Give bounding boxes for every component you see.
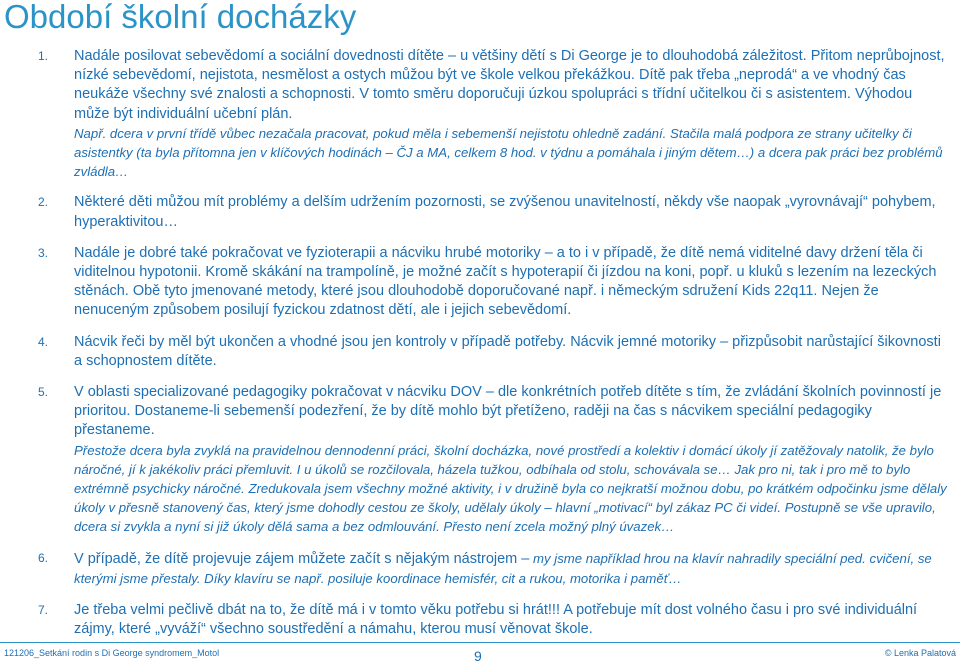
item-example: Např. dcera v první třídě vůbec nezačala pracovat, pokud měla i sebemenší nejistotu ohledně zadání. Stačila malá podpora ze strany učitelky či asistentky (ta byla přítomna jen v klíčových hodinách – ČJ a MA, celkem 8 hod. v týdnu a pomáhala i jiným dětem…) a dcera pak práci bez problémů zvládla… <box>74 125 943 180</box>
list-item-1 <box>0 47 960 181</box>
item-number: 2. <box>38 195 49 210</box>
item-text: Některé děti můžou mít problémy a delším udržením pozornosti, se zvýšenou unavitelností, někdy vše naopak „vyrovnávají“ pohybem, hyperaktivitou… <box>74 194 936 230</box>
item-number: 5. <box>38 385 49 400</box>
footer-divider <box>0 642 960 643</box>
item-text: Nácvik řeči by měl být ukončen a vhodné jsou jen kontroly v případě potřeby. Nácvik jemné motoriky – přizpůsobit narůstající šikovnosti a schopnostem dítěte. <box>74 333 941 369</box>
item-text: Nadále je dobré také pokračovat ve fyzioterapii a nácviku hrubé motoriky – a to i v případě, že dítě nemá viditelné davy držení těla či viditelnou hypotonii. Kromě skákání na trampolíně, je možné začít s hypoterapií či jízdou na koni, popř. u kluků s lezením na lezeckých stěnách. Obě tyto jmenované metody, které jsou dlouhodobě doporučované např. i německým sdružení Kids 22q11. Nejen že nenuceným způsobem posilují fyzickou zdatnost dětí, ale i jejich sebevědomí. <box>74 244 937 319</box>
item-text-italic: my jsme například hrou na klavír nahradily speciální ped. cvičení, se kterými jsme přestaly. Díky klavíru se např. posiluje koordinace hemisfér, cit a rukou, motorika i paměť… <box>74 550 932 586</box>
item-text <box>74 549 950 589</box>
item-number: 3. <box>38 245 49 260</box>
item-text-plain: V případě, že dítě projevuje zájem můžete začít s nějakým nástrojem – <box>74 550 530 567</box>
page-title: Období školní docházky <box>4 0 357 35</box>
footer-copyright: © Lenka Palatová <box>884 648 956 658</box>
item-text: Je třeba velmi pečlivě dbát na to, že dítě má i v tomto věku potřebu si hrát!!! A potřebuje mít dost volného času i pro své individuální zájmy, které „vyváží“ všechno soustředění a námahu, kterou musí věnovat škole. <box>74 602 918 638</box>
item-number: 1. <box>38 49 49 63</box>
item-number: 6. <box>38 550 49 565</box>
item-text: V oblasti specializované pedagogiky pokračovat v nácviku DOV – dle konkrétních potřeb dítěte s tím, že zvládání školních povinností je prioritou. Dostaneme-li sebemenší podezření, že by dítě mohlo být přetíženo, raději na čas s nácvikem speciální pedagogiky přestaneme. <box>74 384 942 439</box>
list-item-7 <box>0 601 960 639</box>
page-number: 9 <box>474 648 482 664</box>
list-item-4 <box>0 333 960 371</box>
item-number: 7. <box>38 603 49 618</box>
footer-source: 121206_Setkání rodin s Di George syndromem_Motol <box>4 648 220 658</box>
list-item-2 <box>0 193 960 231</box>
content-list <box>0 47 960 651</box>
item-number: 4. <box>38 334 49 349</box>
item-example: Přestože dcera byla zvyklá na pravidelnou dennodenní práci, školní docházka, nové prostředí a kolektiv i domácí úkoly jí zatěžovaly natolik, že bylo náročné, jí k jakékoliv práci přemluvit. I u úkolů se rozčilovala, házela tužkou, odbíhala od stolu, schovávala se… Jak pro ni, tak i pro mě to bylo extrémně psychicky náročné. Zredukovala jsem všechny možné aktivity, i v družině byla co nejkratší možnou dobu, po krátkém odpočinku jsme dělaly úkoly v přesně stanovený čas, který jsme dohodly cestou ze školy, udělaly úkoly – hlavní „motivací“ byl zákaz PC či videí. Postupně se vše upravilo, dcera si zvykla a nyní si již úkoly dělá sama a bez odmlouvání. Přesto není zcela možný plný úvazek… <box>74 442 947 535</box>
item-text: Nadále posilovat sebevědomí a sociální dovednosti dítěte – u většiny dětí s Di George je to dlouhodobá záležitost. Přitom neprůbojnost, nízké sebevědomí, nejistota, nesmělost a ostych můžou být ve škole velkou překážkou. Dítě pak třeba „neprodá“ a ve vhodný čas neukáže všechny své znalosti a schopnosti. V tomto směru doporučuji úzkou spolupráci s třídní učitelkou či s asistentem. Výhodou může být individuální učební plán. <box>74 48 945 122</box>
list-item-3 <box>0 244 960 321</box>
list-item-5 <box>0 383 960 537</box>
list-item-6 <box>0 549 960 589</box>
